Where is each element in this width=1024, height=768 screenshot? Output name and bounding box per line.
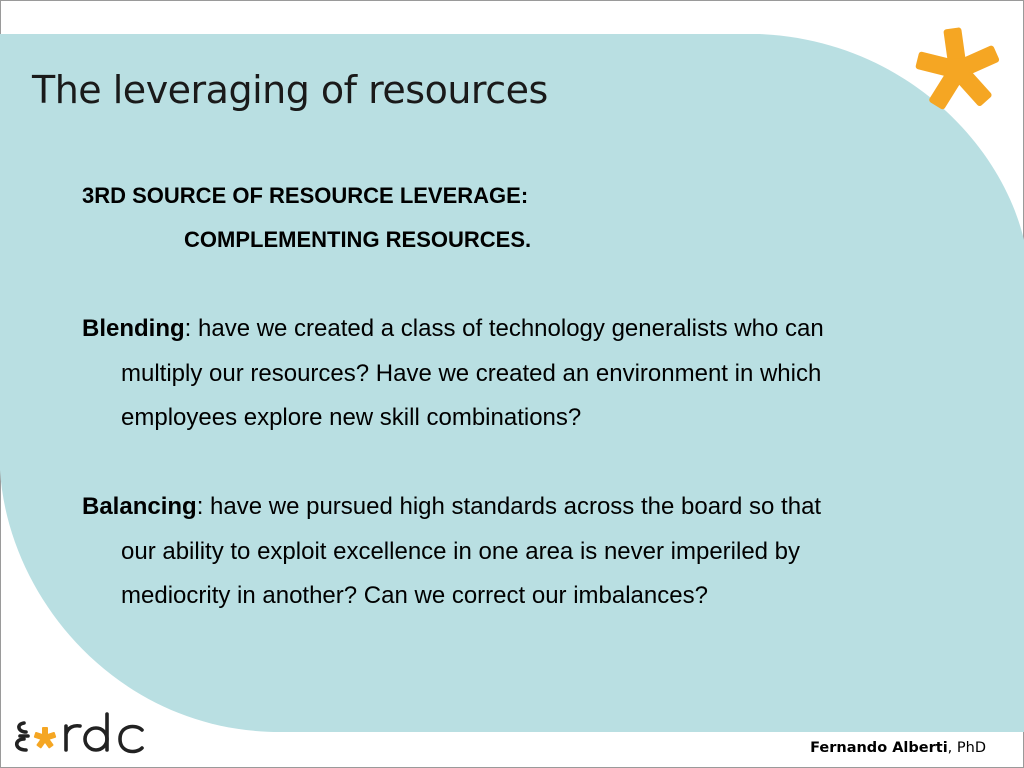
balancing-term: Balancing — [82, 493, 197, 520]
blending-paragraph — [82, 307, 972, 441]
subtitle-line-2: COMPLEMENTING RESOURCES. — [184, 227, 532, 252]
blending-text-2: multiply our resources? Have we created an environment in which — [121, 359, 822, 387]
balancing-text-1: : have we pursued high standards across the board so that — [196, 493, 822, 520]
blending-text-3: employees explore new skill combinations? — [121, 404, 582, 431]
blending-line-1 — [82, 307, 972, 352]
balancing-line-1 — [82, 485, 972, 530]
balancing-paragraph — [82, 485, 972, 619]
orange-asterisk-icon — [890, 14, 1020, 134]
author-credit — [810, 740, 986, 756]
author-name: Fernando Alberti — [810, 740, 948, 756]
balancing-text-2: our ability to exploit excellence in one area is never imperiled by — [121, 537, 801, 565]
subtitle-line-1: 3RD SOURCE OF RESOURCE LEVERAGE: — [82, 183, 529, 208]
blending-term: Blending — [82, 315, 185, 342]
author-suffix: , PhD — [947, 740, 986, 756]
blending-text-1: : have we created a class of technology generalists who can — [184, 315, 824, 342]
balancing-text-3: mediocrity in another? Can we correct our imbalances? — [121, 582, 708, 609]
erdc-logo — [10, 702, 150, 758]
slide-title: The leveraging of resources — [32, 68, 548, 112]
